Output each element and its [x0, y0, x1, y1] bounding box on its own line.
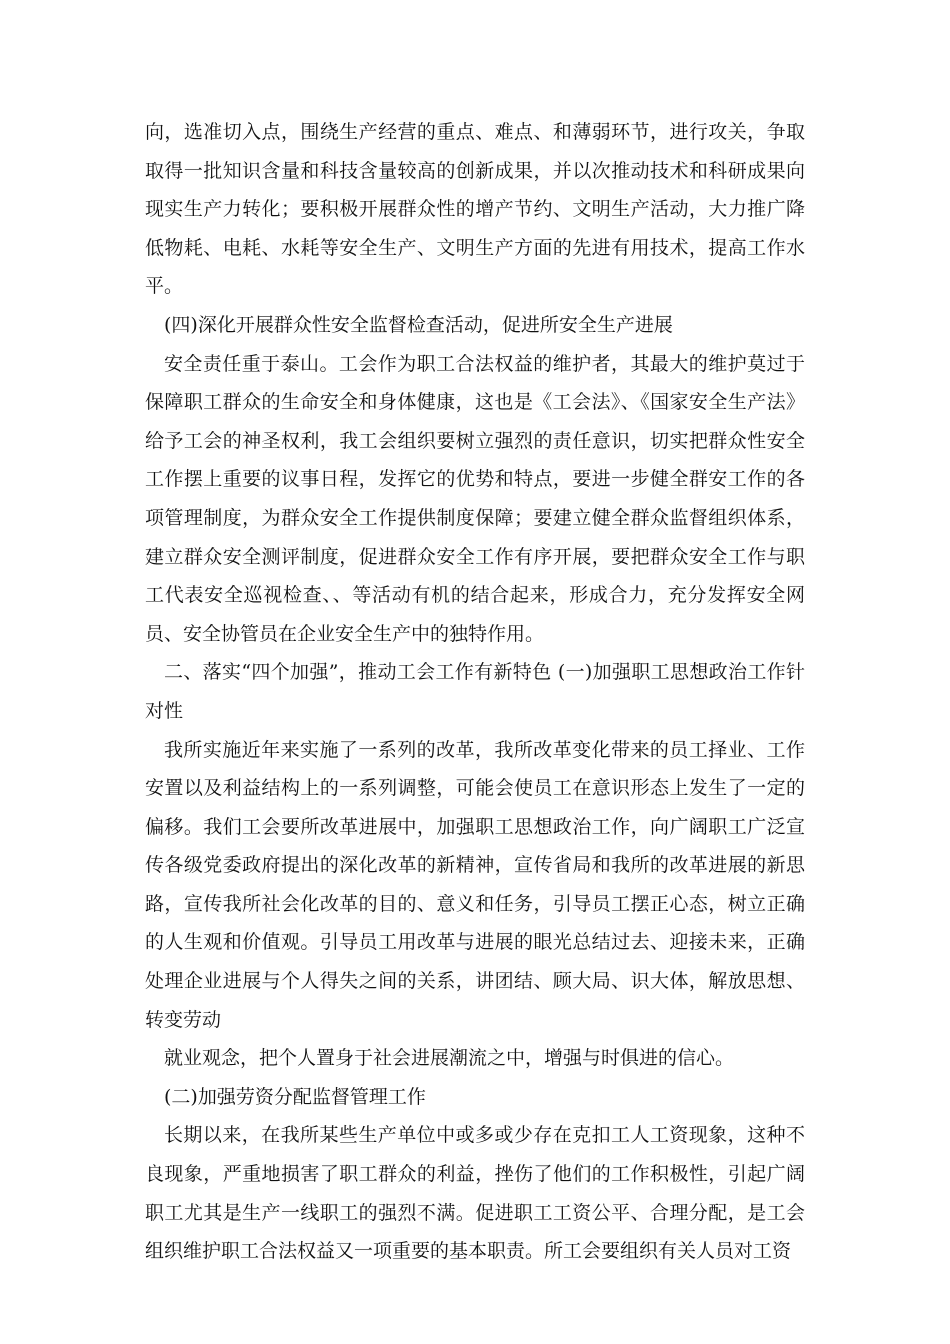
section-heading-wage-supervision: (二)加强劳资分配监督管理工作 — [164, 1085, 426, 1108]
paragraph-continuation: 向，选准切入点，围绕生产经营的重点、难点、和薄弱环节，进行攻关，争取取得一批知识含量和科技含量较高的创新成果，并以次推动技术和科研成果向现实生产力转化；要积极开展群众性的增产节约、文明生产活动，大力推广降低物耗、电耗、水耗等安全生产、文明生产方面的先进有用技术，提高工作水平。 — [145, 121, 805, 298]
paragraph-safety-responsibility: 安全责任重于泰山。工会作为职工合法权益的维护者，其最大的维护莫过于保障职工群众的生命安全和身体健康，这也是《工会法》、《国家安全生产法》给予工会的神圣权利，我工会组织要树立强烈的责任意识，切实把群众性安全工作摆上重要的议事日程，发挥它的优势和特点，要进一步健全群安工作的各项管理制度，为群众安全工作提供制度保障；要建立健全群众监督组织体系，建立群众安全测评制度，促进群众安全工作有序开展，要把群众安全工作与职工代表安全巡视检查、、等活动有机的结合起来，形成合力，充分发挥安全网员、安全协管员在企业安全生产中的独特作用。 — [145, 352, 805, 645]
paragraph-employment-concept: 就业观念，把个人置身于社会进展潮流之中，增强与时俱进的信心。 — [164, 1047, 735, 1070]
section-heading-safety-inspection: (四)深化开展群众性安全监督检查活动，促进所安全生产进展 — [164, 313, 673, 336]
document-page — [145, 113, 805, 1271]
paragraph-reform: 我所实施近年来实施了一系列的改革，我所改革变化带来的员工择业、工作安置以及利益结构上的一系列调整，可能会使员工在意识形态上发生了一定的偏移。我们工会要所改革进展中，加强职工思想政治工作，向广阔职工广泛宣传各级党委政府提出的深化改革的新精神，宣传省局和我所的改革进展的新思路，宣传我所社会化改革的目的、意义和任务，引导员工摆正心态，树立正确的人生观和价值观。引导员工用改革与进展的眼光总结过去、迎接未来，正确处理企业进展与个人得失之间的关系，讲团结、顾大局、识大体，解放思想、转变劳动 — [145, 738, 805, 1031]
paragraph-wage-issues: 长期以来，在我所某些生产单位中或多或少存在克扣工人工资现象，这种不良现象，严重地损害了职工群众的利益，挫伤了他们的工作积极性，引起广阔职工尤其是生产一线职工的强烈不满。促进职工工资公平、合理分配，是工会组织维护职工合法权益又一项重要的基本职责。所工会要组织有关人员对工资 — [145, 1124, 805, 1263]
section-heading-four-strengthen: 二、落实“四个加强”，推动工会工作有新特色 (一)加强职工思想政治工作针对性 — [145, 661, 805, 722]
